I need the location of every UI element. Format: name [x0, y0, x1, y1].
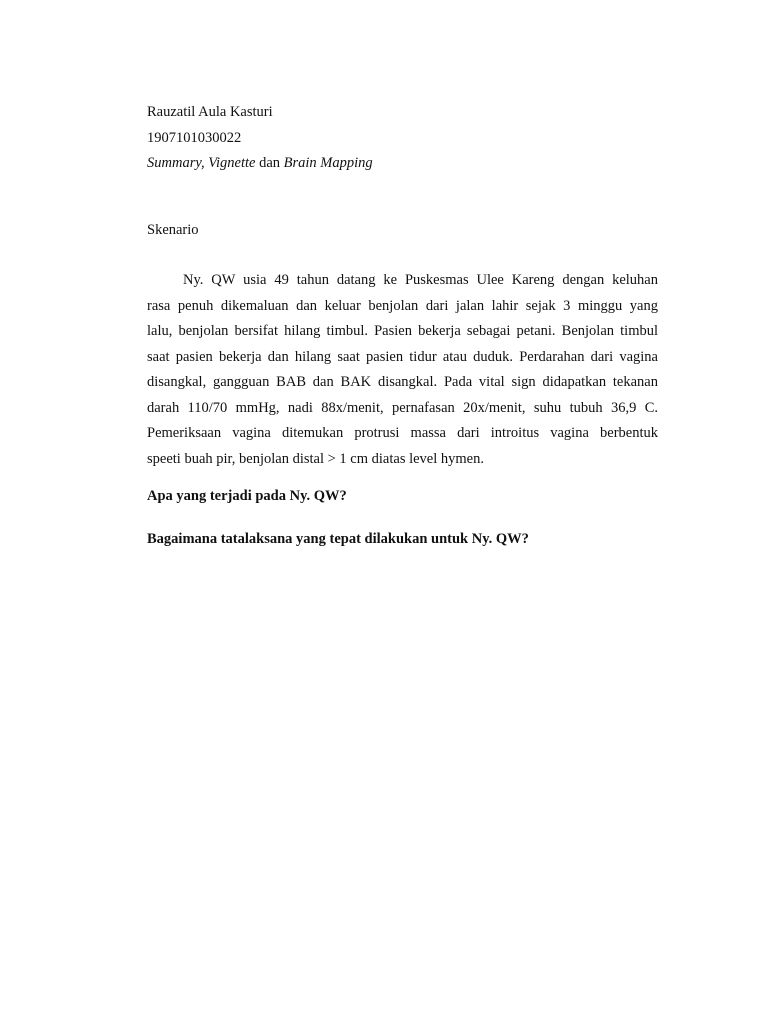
- subtitle-italic-2: Brain Mapping: [283, 155, 373, 171]
- subtitle-italic-1: Summary, Vignette: [147, 155, 256, 171]
- scenario-line: darah 110/70 mmHg, nadi 88x/menit, pernafasan 20x/menit, suhu tubuh 36,9 C.: [147, 399, 658, 416]
- document-subtitle: [147, 154, 373, 172]
- scenario-line: speeti buah pir, benjolan distal > 1 cm diatas level hymen.: [147, 450, 484, 467]
- scenario-line: lalu, benjolan bersifat hilang timbul. Pasien bekerja sebagai petani. Benjolan timbul: [147, 323, 658, 339]
- section-title: Skenario: [147, 222, 199, 238]
- scenario-line: Pemeriksaan vagina ditemukan protrusi massa dari introitus vagina berbentuk: [147, 425, 658, 441]
- scenario-paragraph: [147, 268, 658, 472]
- student-id: 1907101030022: [147, 130, 242, 146]
- question-1: Apa yang terjadi pada Ny. QW?: [147, 488, 347, 504]
- scenario-line: saat pasien bekerja dan hilang saat pasien tidur atau duduk. Perdarahan dari vagina: [147, 348, 658, 365]
- author-name: Rauzatil Aula Kasturi: [147, 104, 273, 120]
- subtitle-connector: dan: [255, 155, 284, 171]
- scenario-line: Ny. QW usia 49 tahun datang ke Puskesmas Ulee Kareng dengan keluhan: [183, 272, 658, 288]
- question-2: Bagaimana tatalaksana yang tepat dilakukan untuk Ny. QW?: [147, 531, 529, 547]
- scenario-line: rasa penuh dikemaluan dan keluar benjolan dari jalan lahir sejak 3 minggu yang: [147, 297, 658, 314]
- scenario-line: disangkal, gangguan BAB dan BAK disangkal. Pada vital sign didapatkan tekanan: [147, 374, 658, 390]
